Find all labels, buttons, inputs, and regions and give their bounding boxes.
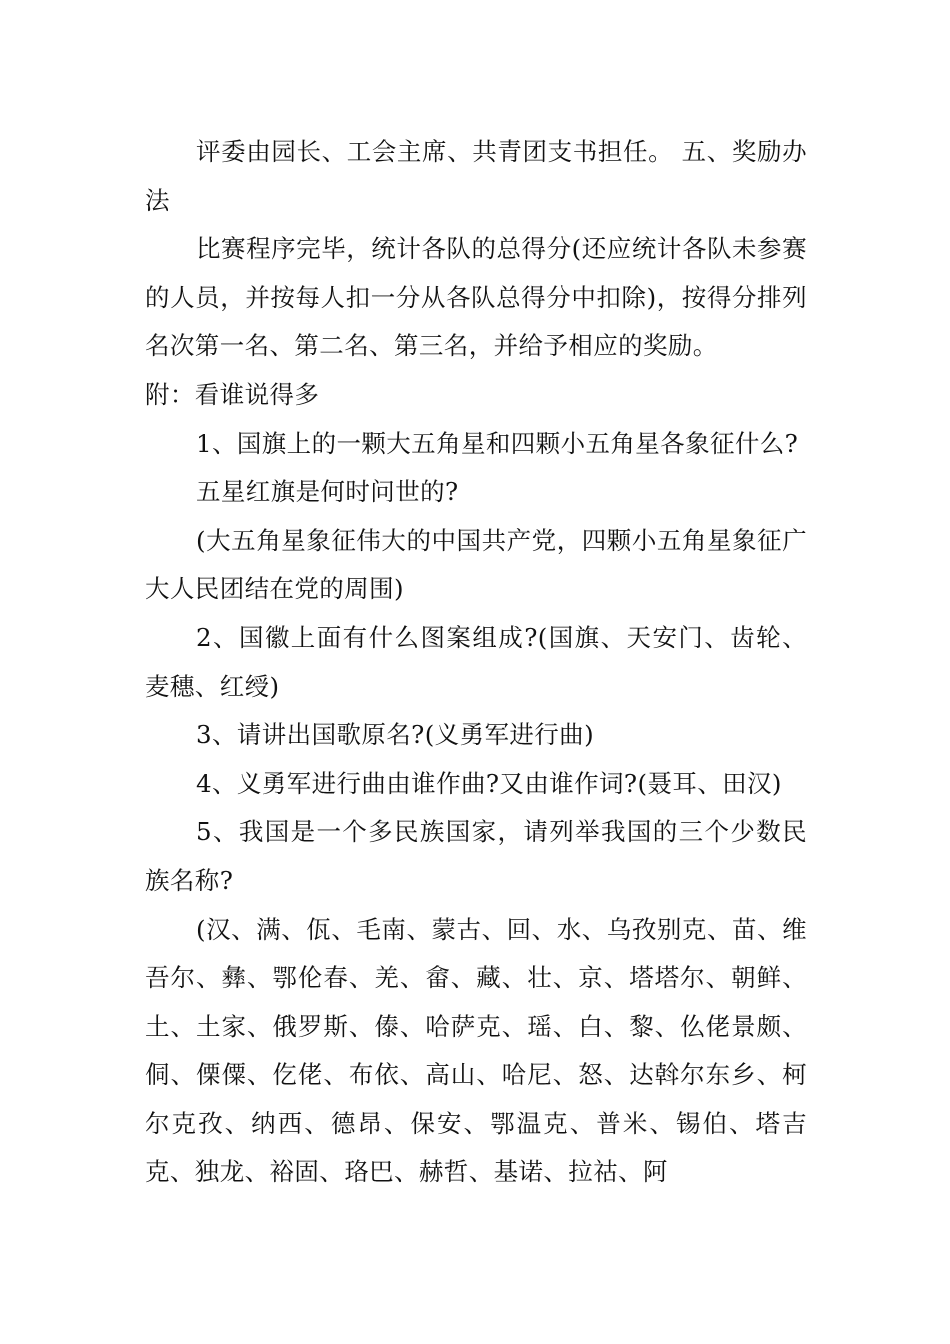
question-2: 2、国徽上面有什么图案组成?(国旗、天安门、齿轮、麦穗、红绶)	[145, 622, 807, 701]
question-3: 3、请讲出国歌原名?(义勇军进行曲)	[196, 720, 595, 750]
appendix-title: 附：看谁说得多	[145, 379, 320, 409]
question-1: 1、国旗上的一颗大五角星和四颗小五角星各象征什么?	[196, 428, 799, 458]
question-1-followup: 五星红旗是何时问世的?	[196, 477, 459, 507]
question-5: 5、我国是一个多民族国家，请列举我国的三个少数民族名称?	[145, 817, 807, 895]
paragraph-scoring: 比赛程序完毕，统计各队的总得分(还应统计各队未参赛的人员，并按每人扣一分从各队总得分中扣除)，按得分排列名次第一名、第二名、第三名，并给予相应的奖励。	[145, 234, 807, 361]
answer-5-ethnic-groups: (汉、满、佤、毛南、蒙古、回、水、乌孜别克、苗、维吾尔、彝、鄂伦春、羌、畲、藏、壮、京、塔塔尔、朝鲜、土、土家、俄罗斯、傣、哈萨克、瑶、白、黎、仫佬景颇、侗、傈僳、仡佬、布依、高山、哈尼、怒、达斡尔东乡、柯尔克孜、纳西、德昂、保安、鄂温克、普米、锡伯、塔吉克、独龙、裕固、珞巴、赫哲、基诺、拉祜、阿	[145, 914, 807, 1187]
paragraph-judges: 评委由园长、工会主席、共青团支书担任。 五、奖励办法	[145, 137, 807, 215]
document-page	[145, 128, 807, 1197]
question-4: 4、义勇军进行曲由谁作曲?又由谁作词?(聂耳、田汉)	[196, 768, 782, 798]
answer-1: (大五角星象征伟大的中国共产党，四颗小五角星象征广大人民团结在党的周围)	[145, 525, 807, 604]
